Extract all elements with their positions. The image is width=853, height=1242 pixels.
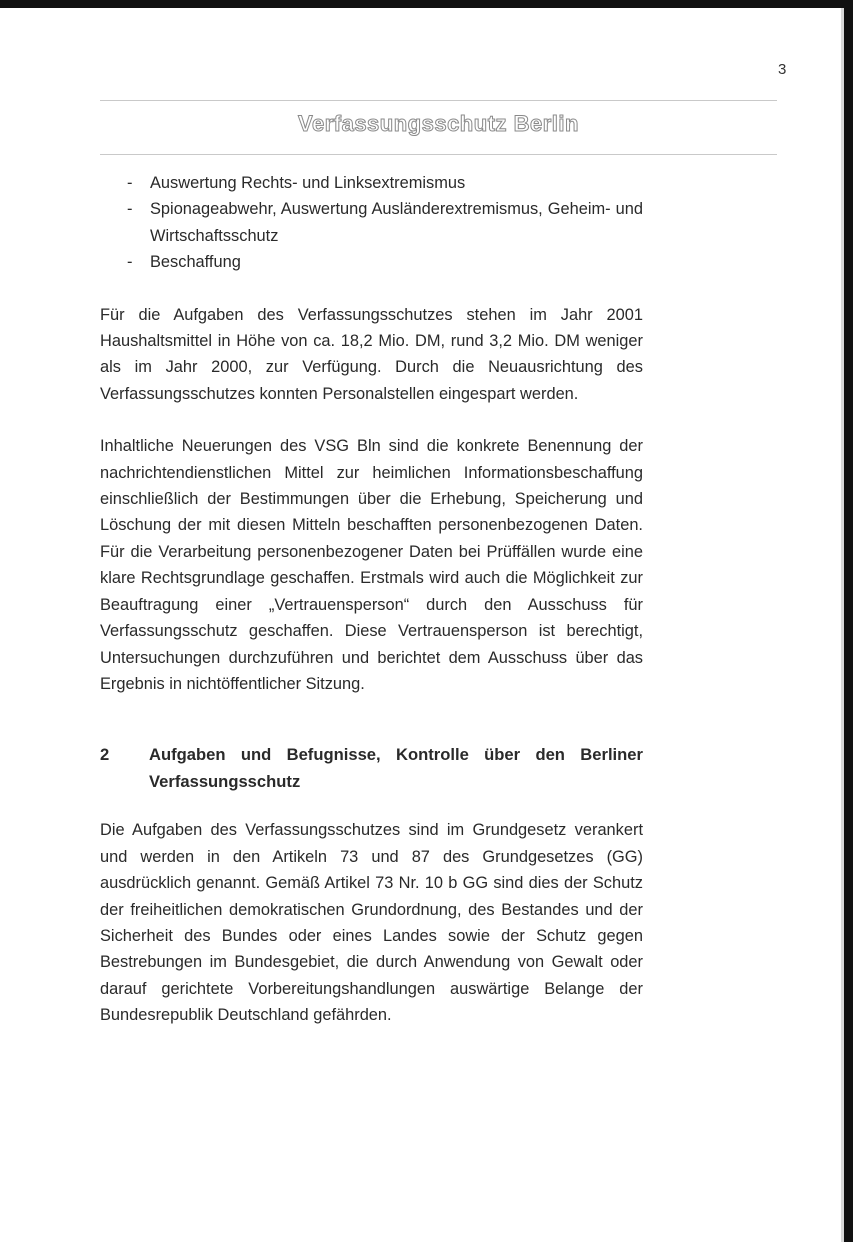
- section-title: Aufgaben und Befugnisse, Kontrolle über den Berliner Verfassungsschutz: [149, 745, 643, 792]
- running-header: Verfassungsschutz Berlin: [298, 111, 579, 136]
- page-content: [100, 170, 643, 1029]
- scan-border-top: [0, 0, 845, 8]
- scan-shadow-right: [841, 8, 844, 1242]
- header-rule-top: [100, 100, 777, 101]
- header-rule-bottom: [100, 154, 777, 155]
- list-marker: -: [127, 253, 133, 272]
- list-item-text: Auswertung Rechts- und Linksextremismus: [150, 174, 466, 192]
- list-item-text: Spionageabwehr, Auswertung Ausländerextremismus, Geheim- und Wirtschaftsschutz: [150, 200, 643, 245]
- page-number: 3: [778, 61, 787, 78]
- list-item: [100, 170, 643, 196]
- list-marker: -: [127, 200, 133, 219]
- section-number: 2: [100, 745, 110, 765]
- section-heading: [100, 741, 643, 795]
- list-marker: -: [127, 174, 133, 192]
- list-item: [100, 196, 643, 249]
- list-item: [100, 249, 643, 275]
- task-list: [100, 170, 643, 276]
- scan-border-right: [844, 0, 853, 1242]
- paragraph-budget: Für die Aufgaben des Verfassungsschutzes stehen im Jahr 2001 Haushaltsmittel in Höhe von ca. 18,2 Mio. DM, rund 3,2 Mio. DM weniger als im Jahr 2000, zur Verfügung. Durch die Neuausrichtung des Verfassungsschutzes konnten Personalstellen eingespart werden.: [100, 305, 643, 403]
- list-item-text: Beschaffung: [150, 253, 241, 272]
- paragraph-vsg-changes: Inhaltliche Neuerungen des VSG Bln sind die konkrete Benennung der nachrichtendienstlichen Mittel zur heimlichen Informationsbeschaffung einschließlich der Bestimmungen über die Erhebung, Speicherung und Löschung der mit diesen Mitteln beschafften personenbezogenen Daten. Für die Verarbeitung personenbezogener Daten bei Prüffällen wurde eine klare Rechtsgrundlage geschaffen. Erstmals wird auch die Möglichkeit zur Beauftragung einer „Vertrauensperson“ durch den Ausschuss für Verfassungsschutz geschaffen. Diese Vertrauensperson ist berechtigt, Untersuchungen durchzuführen und berichtet dem Ausschuss über das Ergebnis in nichtöffentlicher Sitzung.: [100, 437, 643, 693]
- paragraph-grundgesetz: Die Aufgaben des Verfassungsschutzes sind im Grundgesetz verankert und werden in den Artikeln 73 und 87 des Grundgesetzes (GG) ausdrücklich genannt. Gemäß Artikel 73 Nr. 10 b GG sind dies der Schutz der freiheitlichen demokratischen Grundordnung, des Bestandes und der Sicherheit des Bundes oder eines Landes sowie der Schutz gegen Bestrebungen im Bundesgebiet, die durch Anwendung von Gewalt oder darauf gerichtete Vorbereitungshandlungen auswärtige Belange der Bundesrepublik Deutschland gefährden.: [100, 821, 643, 1025]
